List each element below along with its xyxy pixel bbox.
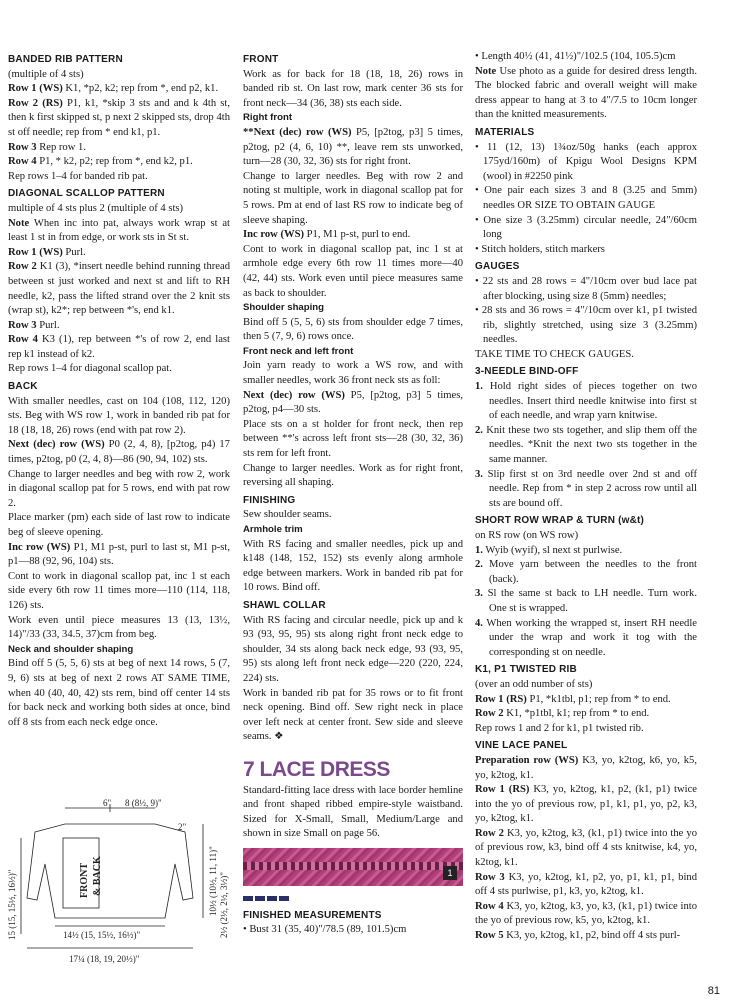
neck-shoulder-heading: Neck and shoulder shaping	[8, 643, 134, 655]
text: Work even until piece measures 13 (13, 13½, 14)"/33 (33, 34.5, 37)cm from beg.	[8, 614, 230, 641]
schematic-label-top: 2"	[178, 822, 187, 832]
banded-row-1: Row 1 (WS) K1, *p2, k2; rep from *, end p2, k1.	[8, 83, 219, 95]
diag-row-4: Row 4 K3 (1), rep between *'s of row 2, end last rep k1 instead of k2.	[8, 334, 230, 360]
shawl-collar-heading: SHAWL COLLAR	[243, 599, 326, 611]
material-item: • 11 (12, 13) 1¾oz/50g hanks (each approx 175yd/160m) of Kpigu Wool Designs KPM (wool) in #2250 pink	[475, 141, 698, 182]
schematic-label-side: 2½ (2½, 2½, 3½)"	[219, 872, 229, 938]
text: Bind off 5 (5, 5, 6) sts from shoulder edge 7 times, then 5 (7, 9, 6) rows once.	[243, 316, 463, 343]
diag-row-1: Row 1 (WS) Purl.	[8, 246, 86, 258]
column-3	[475, 50, 697, 944]
fnlf-next-row: Next (dec) row (WS) P5, [p2tog, p3] 5 times, p2tog, p4—30 sts.	[243, 389, 463, 416]
shoulder-heading: Shoulder shaping	[243, 302, 325, 314]
banded-row-3: Row 3 Rep row 1.	[8, 141, 86, 153]
twisted-rib-heading: K1, P1 TWISTED RIB	[475, 664, 577, 676]
column-1	[8, 50, 230, 730]
text: Work in banded rib pat for 35 rows or to fit front neck opening. Bind off. Sew right neck in place over left neck at center front. Sew side and sleeve seams. ❖	[243, 687, 463, 743]
schematic-outline	[27, 824, 193, 918]
pattern-title: 7 LACE DRESS	[243, 757, 390, 781]
text: With RS facing and circular needle, pick up and k 93 (93, 95, 95) sts along right front neck edge to shoulder, 34 sts along back neck edge, 93 (93, 95, 95) sts along left front neck edge—220 (220, 224, 224) sts.	[243, 614, 463, 684]
text: With RS facing and smaller needles, pick up and k148 (148, 152, 152) sts evenly along armhole edge between markers. Work in banded rib pat for 10 rows. Bind off.	[243, 538, 463, 594]
swatch-image	[243, 848, 463, 886]
text: Rep rows 1 and 2 for k1, p1 twisted rib.	[475, 722, 644, 734]
srw-step: 2. Move yarn between the needles to the front (back).	[475, 559, 697, 585]
swatch-stripe	[243, 862, 463, 870]
back-inc-row: Inc row (WS) P1, M1 p-st, purl to last st, M1 p-st, p1—88 (92, 96, 104) sts.	[8, 541, 230, 568]
text: Change to larger needles and beg with row 2, work in diagonal scallop pat for 5 rows, end with pat row 2.	[8, 468, 230, 509]
skill-level-segment	[255, 896, 265, 901]
srw-step: 3. Sl the same st back to LH needle. Turn work. One st is wrapped.	[475, 588, 697, 614]
banded-row-2: Row 2 (RS) P1, k1, *skip 3 sts and and k 4th st, then k first skipped st, p next 2 skipped sts, drop 4th st off needle; rep from * end k1, p1.	[8, 97, 230, 138]
skill-level-segment	[243, 896, 253, 901]
skill-level-segment	[279, 896, 289, 901]
k1-row-2: Row 2 K1, *p1tbl, k1; rep from * to end.	[475, 708, 650, 720]
text: Bind off 5 (5, 5, 6) sts at beg of next 14 rows, 5 (7, 9, 6) sts at beg of next 2 rows AT SAME TIME, when 40 (40, 40, 42) sts rem, bind off center 14 sts for back neck and working both sides at once, bind off 8 sts from each neck edge once.	[8, 658, 230, 728]
back-next-row: Next (dec) row (WS) P0 (2, 4, 8), [p2tog, p4) 17 times, p2tog, p0 (2, 4, 8)—86 (90, 94, 102) sts.	[8, 439, 230, 466]
vine-lace-heading: VINE LACE PANEL	[475, 740, 568, 752]
text: on RS row (on WS row)	[475, 530, 579, 541]
swatch-badge: 1	[443, 866, 457, 880]
schematic-piece-label-1: FRONT	[79, 863, 90, 898]
skill-level-bar	[243, 896, 463, 901]
vine-row-2: Row 2 K3, yo, k2tog, k3, (k1, p1) twice into the yo of previous row, k3, bind off 4 sts knitwise, k4, yo, k2tog, k1.	[475, 827, 697, 869]
materials-heading: MATERIALS	[475, 126, 535, 138]
material-item: • One pair each sizes 3 and 8 (3.25 and 5mm) needles OR SIZE TO OBTAIN GAUGE	[475, 185, 698, 211]
diag-note: Note When inc into pat, always work wrap st at least 1 st in from edge, or work sts in St st.	[8, 217, 230, 244]
text: Work as for back for 18 (18, 18, 26) rows in banded rib st. On last row, mark center 36 sts for front neck—34 (36, 38) sts each side.	[243, 68, 463, 109]
diagonal-scallop-heading: DIAGONAL SCALLOP PATTERN	[8, 188, 165, 200]
bind-step: 1. Hold right sides of pieces together on two needles. Insert third needle knitwise into first st of each needle, and wrap yarn knitwise.	[475, 381, 697, 422]
schematic-label-hem: 17¼ (18, 19, 20½)"	[69, 954, 140, 964]
text: (multiple of 4 sts)	[8, 68, 84, 80]
srw-step: 4. When working the wrapped st, insert RH needle under the wrap and work it tog with the corresponding st on needle.	[475, 617, 697, 658]
vine-row-5: Row 5 K3, yo, k2tog, k1, p2, bind off 4 sts purl-	[475, 930, 681, 942]
gauges-heading: GAUGES	[475, 261, 520, 273]
length-item: • Length 40½ (41, 41½)"/102.5 (104, 105.5)cm	[475, 51, 676, 62]
text: With smaller needles, cast on 104 (108, 112, 120) sts. Beg with WS row 1, work in banded rib pat for 18 (18, 18, 26) rows (end with pat row 2).	[8, 395, 230, 436]
diag-row-3: Row 3 Purl.	[8, 319, 60, 331]
text: TAKE TIME TO CHECK GAUGES.	[475, 348, 634, 360]
bind-step: 2. Knit these two sts together, and slip them off the needles. *Knit the next two sts together in the same manner.	[475, 424, 697, 466]
schematic-label-shoulder: 8 (8½, 9)"	[125, 798, 162, 808]
banded-row-4: Row 4 P1, * k2, p2; rep from *, end k2, p1.	[8, 156, 193, 168]
vine-prep-row: Preparation row (WS) K3, yo, k2tog, k6, yo, k5, yo, k2tog, k1.	[475, 754, 697, 781]
schematic-label-armhole: 10½ (10½, 11, 11)"	[208, 846, 218, 916]
vine-row-1: Row 1 (RS) K3, yo, k2tog, k1, p2, (k1, p1) twice into the yo of previous row, p1, k1, p1, yo, p2, k3, yo, k2tog, k1.	[475, 784, 697, 825]
text: Change to larger needles. Work as for right front, reversing all shaping.	[243, 462, 463, 489]
text: (over an odd number of sts)	[475, 678, 593, 690]
text: Rep rows 1–4 for banded rib pat.	[8, 170, 148, 182]
armhole-heading: Armhole trim	[243, 524, 303, 535]
page-number: 81	[707, 985, 720, 997]
banded-rib-heading: BANDED RIB PATTERN	[8, 54, 123, 65]
gauge-item: • 28 sts and 36 rows = 4"/10cm over k1, p1 twisted rib, slightly stretched, using size 3 (3.25mm) needles.	[475, 305, 698, 346]
schematic-diagram	[5, 798, 230, 990]
right-front-heading: Right front	[243, 112, 293, 124]
material-item: • One size 3 (3.25mm) circular needle, 24"/60cm long	[475, 214, 697, 241]
text: multiple of 4 sts plus 2 (multiple of 4 sts)	[8, 202, 184, 214]
schematic-label-width: 14½ (15, 15½, 16½)"	[63, 930, 141, 940]
rf-next-row: **Next (dec) row (WS) P5, [p2tog, p3] 5 times, p2tog, p2 (4, 6, 10) **, leave rem sts unworked, turn—28 (30, 32, 36) sts for right front.	[243, 126, 463, 168]
schematic-label-length: 15 (15, 15½, 16½)"	[7, 869, 17, 940]
text: Place sts on a st holder for front neck, then rep between **'s across left front sts—28 (30, 32, 36) sts rem for left front.	[243, 418, 463, 460]
rf-inc-row: Inc row (WS) P1, M1 p-st, purl to end.	[243, 229, 411, 241]
gauge-item: • 22 sts and 28 rows = 4"/10cm over bud lace pat after blocking, using size 8 (5mm) needles;	[475, 275, 697, 302]
bind-step: 3. Slip first st on 3rd needle over 2nd st and off needle. Rep from * in step 2 across row until all sts are bound off.	[475, 468, 697, 509]
finished-measurements-heading: FINISHED MEASUREMENTS	[243, 909, 382, 921]
text: Join yarn ready to work a WS row, and with smaller needles, work 36 front neck sts as foll:	[243, 360, 463, 387]
schematic-label-neck: 6"	[103, 798, 112, 808]
schematic-piece-label-2: & BACK	[92, 856, 103, 896]
front-neck-heading: Front neck and left front	[243, 345, 354, 357]
skill-level-segment	[267, 896, 277, 901]
short-row-heading: SHORT ROW WRAP & TURN (w&t)	[475, 515, 645, 527]
text: Rep rows 1–4 for diagonal scallop pat.	[8, 363, 172, 375]
back-heading: BACK	[8, 381, 38, 393]
diag-row-2: Row 2 K1 (3), *insert needle behind running thread between st just worked and next st and lift to RH needle, k2, pass the lifted strand over the 2 knit sts (wrap st), k2*; rep between *'s, end k1.	[8, 261, 230, 317]
pattern-intro: Standard-fitting lace dress with lace border hemline and front shaped ribbed empire-style waistband. Sized for X-Small, Small, Medium/Large and shown in size Small on page 56.	[243, 784, 463, 840]
text: Change to larger needles. Beg with row 2 and noting st multiple, work in diagonal scallop pat for 5 rows. Pm at end of last RS row to indicate beg of sleeve shaping.	[243, 170, 463, 226]
text: Sew shoulder seams.	[243, 509, 332, 521]
note: Note Use photo as a guide for desired dress length. The blocked fabric and overall weight will make dress appear to hang at 3 to 4"/7.5 to 10cm longer than the knitted measurements.	[475, 65, 697, 121]
k1-row-1: Row 1 (RS) P1, *k1tbl, p1; rep from * to end.	[475, 693, 671, 705]
srw-step: 1. Wyib (wyif), sl next st purlwise.	[475, 544, 623, 556]
text: Cont to work in diagonal scallop pat, inc 1 st at armhole edge every 6th row 11 times more—40 (42, 44) sts. Work even until piece measures same as back to shoulder.	[243, 243, 463, 299]
front-heading: FRONT	[243, 54, 279, 65]
column-2	[243, 50, 463, 938]
text: Cont to work in diagonal scallop pat, inc 1 st each side every 6th row 11 times more—110 (114, 118, 126) sts.	[8, 570, 230, 611]
material-item: • Stitch holders, stitch markers	[475, 243, 605, 255]
bind-off-heading: 3-NEEDLE BIND-OFF	[475, 366, 579, 378]
bust-item: • Bust 31 (35, 40)"/78.5 (89, 101.5)cm	[243, 924, 407, 936]
vine-row-3: Row 3 K3, yo, k2tog, k1, p2, yo, p1, k1, p1, bind off 4 sts purlwise, p1, k3, yo, k2tog, k1.	[475, 871, 697, 898]
text: Place marker (pm) each side of last row to indicate beg of sleeve opening.	[8, 512, 230, 538]
finishing-heading: FINISHING	[243, 494, 296, 506]
vine-row-4: Row 4 K3, yo, k2tog, k3, yo, k3, (k1, p1) twice into the yo of previous row, k5, yo, k2tog, k1.	[475, 900, 697, 927]
